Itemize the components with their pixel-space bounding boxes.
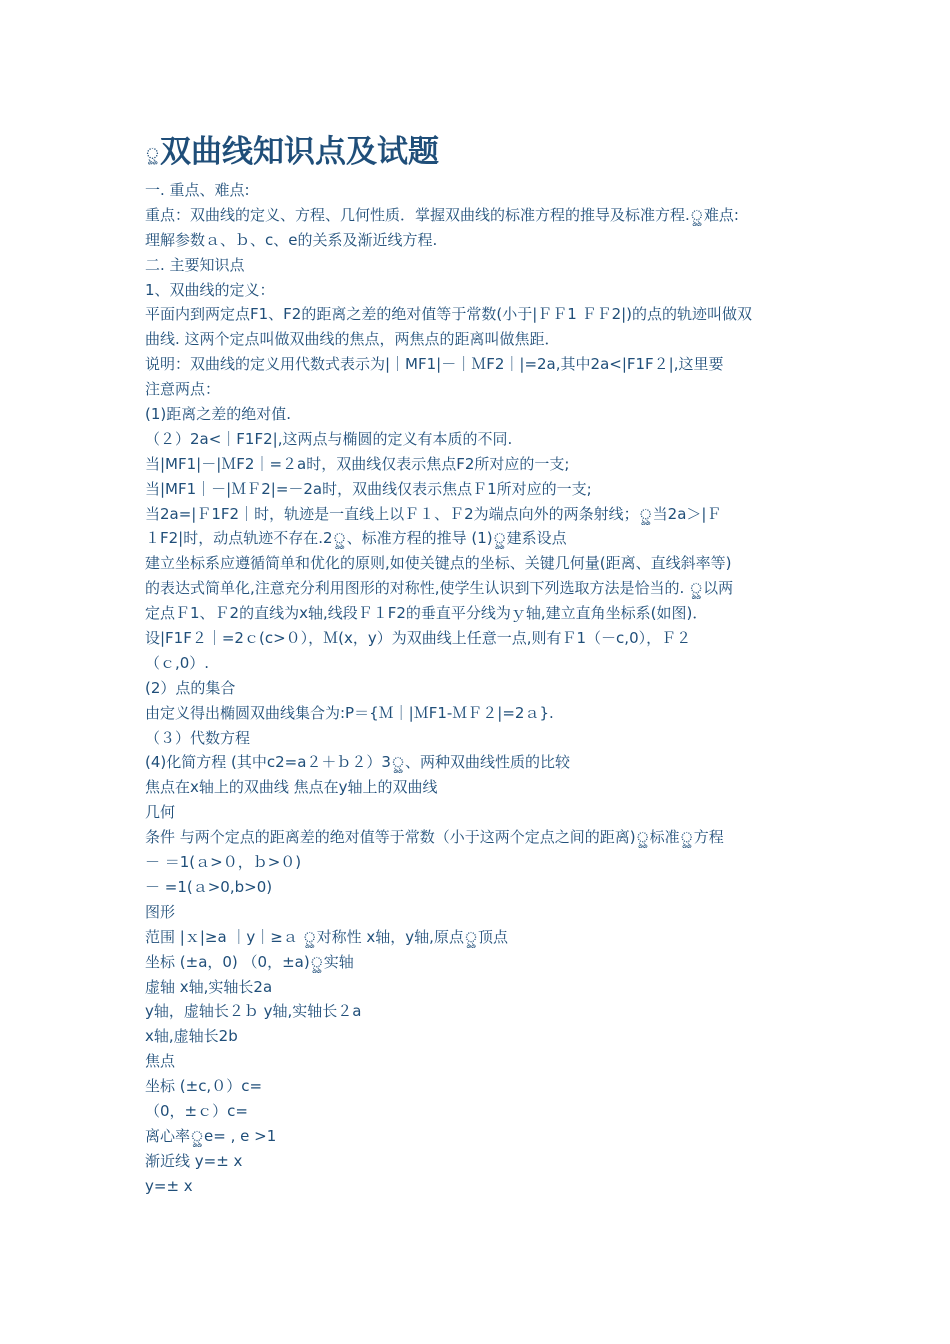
text-line: (2）点的集合: [145, 678, 236, 697]
text-line: （２）2a<｜F1F2|,这两点与椭圆的定义有本质的不同.: [145, 429, 513, 448]
text-line: 图形: [145, 902, 176, 921]
text-line: 条件 与两个定点的距离差的绝对值等于常数（小于这两个定点之间的距离)ৣ标准ৣ方程: [145, 828, 724, 847]
text-line: 离心率ৣe= , e >1: [145, 1126, 277, 1145]
document-body: [145, 178, 815, 1199]
text-line: 虚轴 x轴,实轴长2a: [145, 977, 273, 996]
text-line: 范围 |ｘ|≥a ｜y｜≥ａ ৣ对称性 x轴，y轴,原点ৣ顶点: [145, 927, 508, 946]
text-line: 定点Ｆ1、Ｆ2的直线为x轴,线段Ｆ１F2的垂直平分线为ｙ轴,建立直角坐标系(如图)．: [145, 604, 708, 623]
text-line: 说明：双曲线的定义用代数式表示为|｜MF1|－｜ＭF2｜|=2a,其中2a<|F1F２|,这里要: [145, 355, 724, 374]
title-text: 双曲线知识点及试题: [159, 134, 439, 170]
text-line: （0，±ｃ）c=: [145, 1101, 248, 1120]
text-line: 建立坐标系应遵循简单和优化的原则,如使关键点的坐标、关键几何量(距离、直线斜率等): [145, 554, 732, 573]
text-line: y=± x: [145, 1176, 193, 1195]
text-line: 曲线. 这两个定点叫做双曲线的焦点，两焦点的距离叫做焦距．: [145, 330, 560, 349]
text-line: 的表达式简单化,注意充分利用图形的对称性,使学生认识到下列选取方法是恰当的. ৣ以两: [145, 579, 734, 598]
text-line: 二. 主要知识点: [145, 255, 245, 274]
text-line: x轴,虚轴长2b: [145, 1027, 238, 1046]
text-line: １F2|时，动点轨迹不存在.2ৣ、标准方程的推导 (1)ৣ建系设点: [145, 529, 567, 548]
text-line: （ｃ,0）.: [145, 653, 210, 672]
text-line: (1)距离之差的绝对值.: [145, 405, 292, 424]
text-line: 当|MF1|－|ＭF2｜=２a时，双曲线仅表示焦点F2所对应的一支;: [145, 454, 570, 473]
text-line: 几何: [145, 803, 176, 822]
text-line: － =1(ａ>0,b>0): [145, 877, 273, 896]
text-line: 由定义得出椭圆双曲线集合为:P＝{Ｍ｜|ＭF1-ＭＦ２|=2ａ}.: [145, 703, 554, 722]
text-line: 当2a=|Ｆ1F2｜时，轨迹是一直线上以Ｆ１、Ｆ2为端点向外的两条射线；ৣ当2a＞|Ｆ: [145, 504, 722, 523]
document-title: [145, 128, 815, 176]
text-line: 渐近线 y=± x: [145, 1151, 243, 1170]
text-line: 焦点在x轴上的双曲线 焦点在y轴上的双曲线: [145, 778, 438, 797]
text-line: （３）代数方程: [145, 728, 251, 747]
text-line: 注意两点：: [145, 380, 221, 399]
text-line: 当|MF1｜－|ＭＦ2|=－2a时，双曲线仅表示焦点Ｆ1所对应的一支;: [145, 479, 592, 498]
text-line: － ＝1(ａ>０，ｂ>０): [145, 853, 302, 872]
text-line: 设|F1F２｜=2ｃ(c>０），Ｍ(x，y）为双曲线上任意一点,则有Ｆ1（－c,0），Ｆ２: [145, 629, 692, 648]
document-page: [145, 128, 815, 1199]
text-line: y轴，虚轴长２ｂ y轴,实轴长２a: [145, 1002, 362, 1021]
text-line: 理解参数ａ、ｂ、c、e的关系及渐近线方程.: [145, 230, 438, 249]
text-line: 重点：双曲线的定义、方程、几何性质．掌握双曲线的标准方程的推导及标准方程.ৣ难点:: [145, 205, 739, 224]
text-line: 平面内到两定点F1、F2的距离之差的绝对值等于常数(小于|ＦＦ1 ＦＦ2|)的点的轨迹叫做双: [145, 305, 753, 324]
text-line: 坐标 (±c,０）c=: [145, 1077, 263, 1096]
text-line: 一. 重点、难点:: [145, 181, 250, 199]
title-mark: ৣ: [145, 143, 160, 163]
text-line: 1、双曲线的定义：: [145, 280, 275, 299]
text-line: (4)化简方程 (其中c2=a２＋ｂ２）3ৣ、两种双曲线性质的比较: [145, 753, 571, 772]
text-line: 焦点: [145, 1052, 176, 1071]
text-line: 坐标 (±a，0) （0，±a)ৣ实轴: [145, 952, 354, 971]
